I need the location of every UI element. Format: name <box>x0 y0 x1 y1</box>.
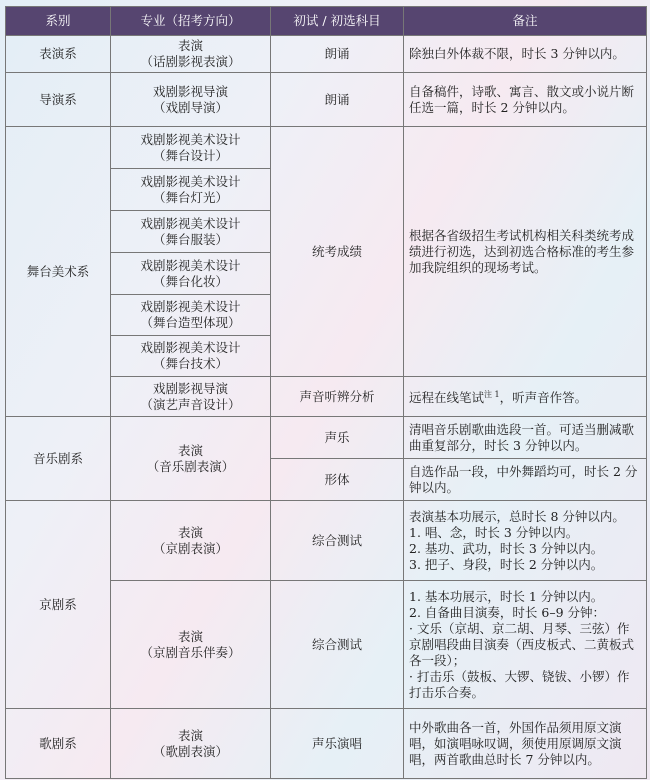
major-cell <box>111 336 271 377</box>
major: 戏剧影视美术设计 <box>140 299 241 314</box>
direction: （京剧音乐伴奏） <box>140 644 241 660</box>
note-line: 2. 基功、武功，时长 3 分钟以内。 <box>409 540 604 556</box>
dept-cell: 表演系 <box>6 36 111 73</box>
note-text: ，听声音作答。 <box>499 390 588 406</box>
major-cell <box>111 73 271 127</box>
admission-table <box>5 6 647 779</box>
subject-cell: 声乐 <box>271 417 404 459</box>
note-cell: 中外歌曲各一首，外国作品须用原文演唱，如演唱咏叹调，须使用原调原文演唱，两首歌曲总时长 7 分钟以内。 <box>404 709 647 779</box>
table-row <box>6 36 647 73</box>
subject-cell: 形体 <box>271 459 404 501</box>
subject-cell: 声音听辨分析 <box>271 377 404 417</box>
dept-cell: 歌剧系 <box>6 709 111 779</box>
note-line: 1. 基本功展示，时长 1 分钟以内。 <box>409 588 604 604</box>
note-line: 表演基本功展示，总时长 8 分钟以内。 <box>409 508 625 524</box>
direction: （舞台化妆） <box>152 273 228 289</box>
direction: （京剧表演） <box>152 540 228 556</box>
subject-cell: 统考成绩 <box>271 127 404 377</box>
note-cell <box>404 501 647 581</box>
direction: （舞台技术） <box>152 356 228 371</box>
note-line: 3. 把子、身段，时长 2 分钟以内。 <box>409 556 604 572</box>
major: 表演 <box>177 727 203 743</box>
major: 戏剧影视导演 <box>152 83 228 99</box>
major: 戏剧影视美术设计 <box>140 340 241 355</box>
dept-cell: 京剧系 <box>6 501 111 709</box>
header-major: 专业（招考方向） <box>111 7 271 36</box>
direction: （戏剧导演） <box>152 99 228 115</box>
note-line: 1. 唱、念，时长 3 分钟以内。 <box>409 524 579 540</box>
major: 表演 <box>177 38 203 53</box>
note-line: 2. 自备曲目演奏，时长 6–9 分钟： <box>409 604 606 620</box>
major-cell <box>111 211 271 253</box>
major-cell <box>111 581 271 709</box>
note-line: · 打击乐（鼓板、大锣、铙钹、小锣）作打击乐合奏。 <box>409 668 630 700</box>
major-cell <box>111 709 271 779</box>
subject-cell: 朗诵 <box>271 73 404 127</box>
major: 戏剧影视美术设计 <box>140 173 241 189</box>
major: 戏剧影视导演 <box>152 380 228 396</box>
header-subject: 初试 / 初选科目 <box>271 7 404 36</box>
note-cell: 根据各省级招生考试机构相关科类统考成绩进行初选，达到初选合格标准的考生参加我院组织的现场考试。 <box>404 127 647 377</box>
major-cell <box>111 417 271 501</box>
major-cell <box>111 501 271 581</box>
major-cell <box>111 36 271 73</box>
direction: （演艺声音设计） <box>140 396 241 412</box>
major: 戏剧影视美术设计 <box>140 215 241 231</box>
subject-cell: 综合测试 <box>271 581 404 709</box>
header-dept: 系别 <box>6 7 111 36</box>
subject-cell: 朗诵 <box>271 36 404 73</box>
table-row <box>6 709 647 779</box>
note-text: 远程在线笔试 <box>409 390 485 406</box>
direction: （舞台造型体现） <box>140 315 241 330</box>
note-cell <box>404 581 647 709</box>
footnote-mark: 注 1 <box>484 389 500 399</box>
major-cell <box>111 377 271 417</box>
dept-cell: 舞台美术系 <box>6 127 111 417</box>
direction: （歌剧表演） <box>152 743 228 759</box>
major: 戏剧影视美术设计 <box>140 257 241 273</box>
direction: （舞台灯光） <box>152 189 228 205</box>
major: 表演 <box>177 442 203 458</box>
table-row <box>6 127 647 169</box>
major-cell <box>111 127 271 169</box>
major: 表演 <box>177 628 203 644</box>
direction: （舞台服装） <box>152 231 228 247</box>
note-cell: 清唱音乐剧歌曲选段一首。可适当删减歌曲重复部分，时长 3 分钟以内。 <box>404 417 647 459</box>
subject-cell: 综合测试 <box>271 501 404 581</box>
major: 表演 <box>177 524 203 540</box>
major-cell <box>111 295 271 336</box>
major-cell <box>111 253 271 295</box>
major-cell <box>111 169 271 211</box>
direction: （舞台设计） <box>152 147 228 163</box>
header-row <box>6 7 647 36</box>
direction: （话剧影视表演） <box>140 54 241 69</box>
table-row <box>6 73 647 127</box>
note-cell: 自备稿件，诗歌、寓言、散文或小说片断任选一篇，时长 2 分钟以内。 <box>404 73 647 127</box>
major: 戏剧影视美术设计 <box>140 131 241 147</box>
header-note: 备注 <box>404 7 647 36</box>
table-row <box>6 501 647 581</box>
direction: （音乐剧表演） <box>146 458 235 474</box>
note-cell <box>404 377 647 417</box>
note-cell: 除独白外体裁不限，时长 3 分钟以内。 <box>404 36 647 73</box>
note-line: · 文乐（京胡、京二胡、月琴、三弦）作京剧唱段曲目演奏（西皮板式、二黄板式各一段）； <box>409 620 635 668</box>
dept-cell: 导演系 <box>6 73 111 127</box>
dept-cell: 音乐剧系 <box>6 417 111 501</box>
table-row <box>6 417 647 459</box>
subject-cell: 声乐演唱 <box>271 709 404 779</box>
note-cell: 自选作品一段，中外舞蹈均可，时长 2 分钟以内。 <box>404 459 647 501</box>
